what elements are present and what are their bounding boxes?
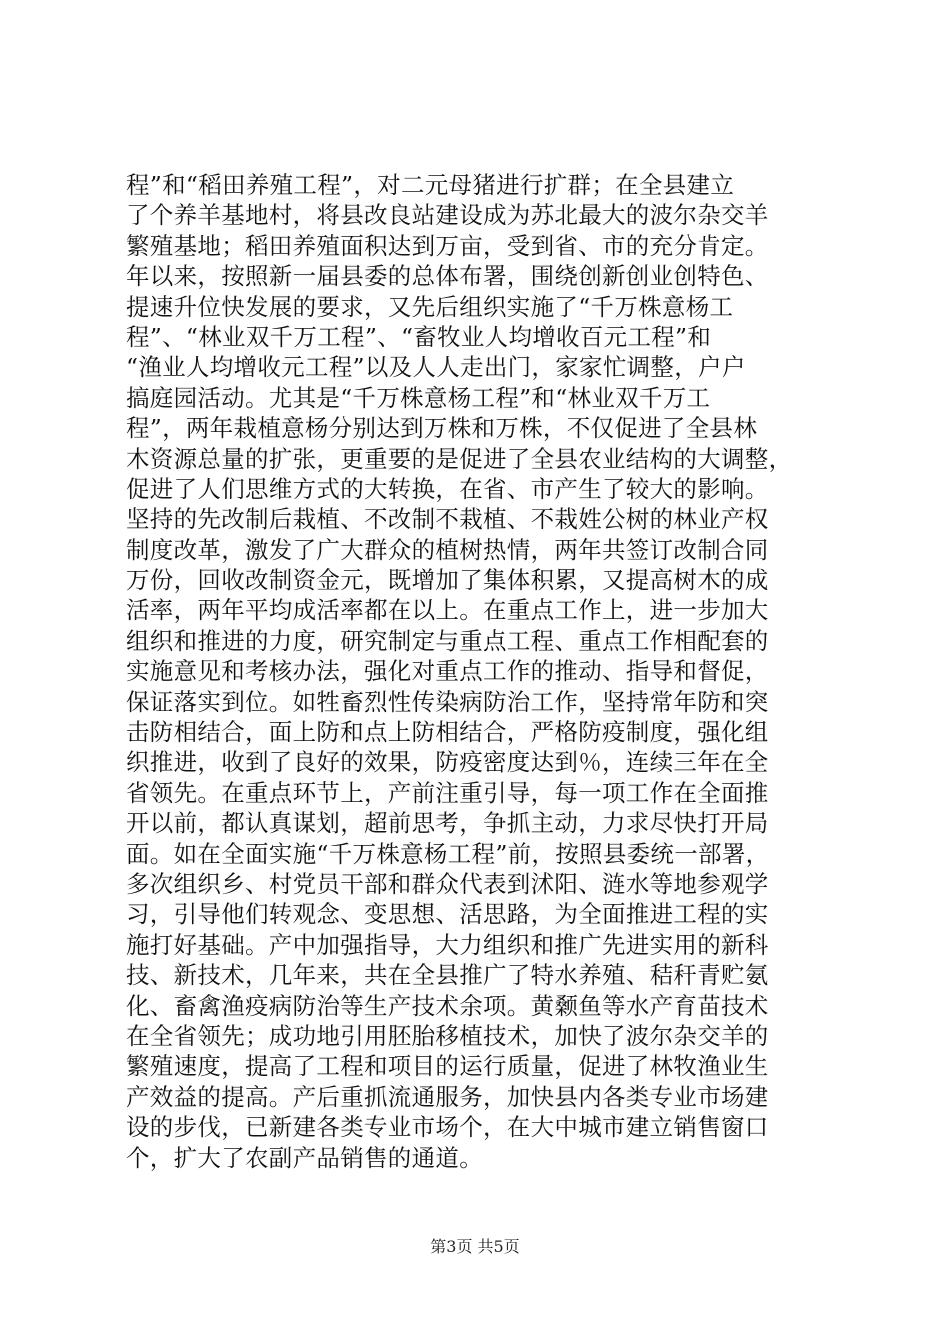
text-line: 搞庭园活动。尤其是“千万株意杨工程”和“林业双千万工 <box>126 383 711 412</box>
text-line: 习，引导他们转观念、变思想、活思路，为全面推进工程的实 <box>126 900 769 929</box>
text-line: 实施意见和考核办法，强化对重点工作的推动、指导和督促， <box>126 657 769 686</box>
text-line: 木资源总量的扩张，更重要的是促进了全县农业结构的大调整， <box>126 444 793 473</box>
text-line: 产效益的提高。产后重抓流通服务，加快县内各类专业市场建 <box>126 1082 769 1111</box>
text-line: 了个养羊基地村，将县改良站建设成为苏北最大的波尔杂交羊 <box>126 201 769 230</box>
text-line: 施打好基础。产中加强指导，大力组织和推广先进实用的新科 <box>126 930 769 959</box>
text-line: 程”和“稻田养殖工程”，对二元母猪进行扩群；在全县建立 <box>126 171 735 199</box>
text-line: 万份，回收改制资金元，既增加了集体积累，又提高树木的成 <box>126 566 769 595</box>
text-line: “渔业人均增收元工程”以及人人走出门，家家忙调整，户户 <box>126 353 746 382</box>
text-line: 面。如在全面实施“千万株意杨工程”前，按照县委统一部署， <box>126 839 770 868</box>
text-line: 程”、“林业双千万工程”、“畜牧业人均增收百元工程”和 <box>126 322 712 351</box>
text-line: 在全省领先；成功地引用胚胎移植技术，加快了波尔杂交羊的 <box>126 1021 769 1050</box>
text-line: 组织和推进的力度，研究制定与重点工程、重点工作相配套的 <box>126 626 769 655</box>
text-line: 提速升位快发展的要求，又先后组织实施了“千万株意杨工 <box>126 292 734 321</box>
text-line: 击防相结合，面上防和点上防相结合，严格防疫制度，强化组 <box>126 718 769 747</box>
text-line: 个，扩大了农副产品销售的通道。 <box>126 1143 483 1172</box>
text-line: 活率，两年平均成活率都在以上。在重点工作上，进一步加大 <box>126 596 769 625</box>
text-line: 省领先。在重点环节上，产前注重引导，每一项工作在全面推 <box>126 778 769 807</box>
text-line: 繁殖速度，提高了工程和项目的运行质量，促进了林牧渔业生 <box>126 1052 769 1081</box>
text-line: 程”，两年栽植意杨分别达到万株和万株，不仅促进了全县林 <box>126 414 758 443</box>
text-line: 制度改革，激发了广大群众的植树热情，两年共签订改制合同 <box>126 535 769 564</box>
text-line: 技、新技术，几年来，共在全县推广了特水养殖、秸秆青贮氨 <box>126 961 769 990</box>
body-paragraph <box>126 170 831 1173</box>
text-line: 织推进，收到了良好的效果，防疫密度达到％，连续三年在全 <box>126 748 769 777</box>
text-line: 多次组织乡、村党员干部和群众代表到沭阳、涟水等地参观学 <box>126 869 769 898</box>
text-line: 年以来，按照新一届县委的总体布署，围绕创新创业创特色、 <box>126 262 769 291</box>
text-line: 繁殖基地；稻田养殖面积达到万亩，受到省、市的充分肯定。 <box>126 231 769 260</box>
page-number-footer: 第3页 共5页 <box>430 1237 520 1256</box>
text-line: 坚持的先改制后栽植、不改制不栽植、不栽姓公树的林业产权 <box>126 505 769 534</box>
text-line: 保证落实到位。如牲畜烈性传染病防治工作，坚持常年防和突 <box>126 687 769 716</box>
text-line: 开以前，都认真谋划，超前思考，争抓主动，力求尽快打开局 <box>126 809 769 838</box>
text-line: 化、畜禽渔疫病防治等生产技术余项。黄颡鱼等水产育苗技术 <box>126 991 769 1020</box>
text-line: 设的步伐，已新建各类专业市场个，在大中城市建立销售窗口 <box>126 1113 769 1142</box>
text-line: 促进了人们思维方式的大转换，在省、市产生了较大的影响。 <box>126 474 769 503</box>
